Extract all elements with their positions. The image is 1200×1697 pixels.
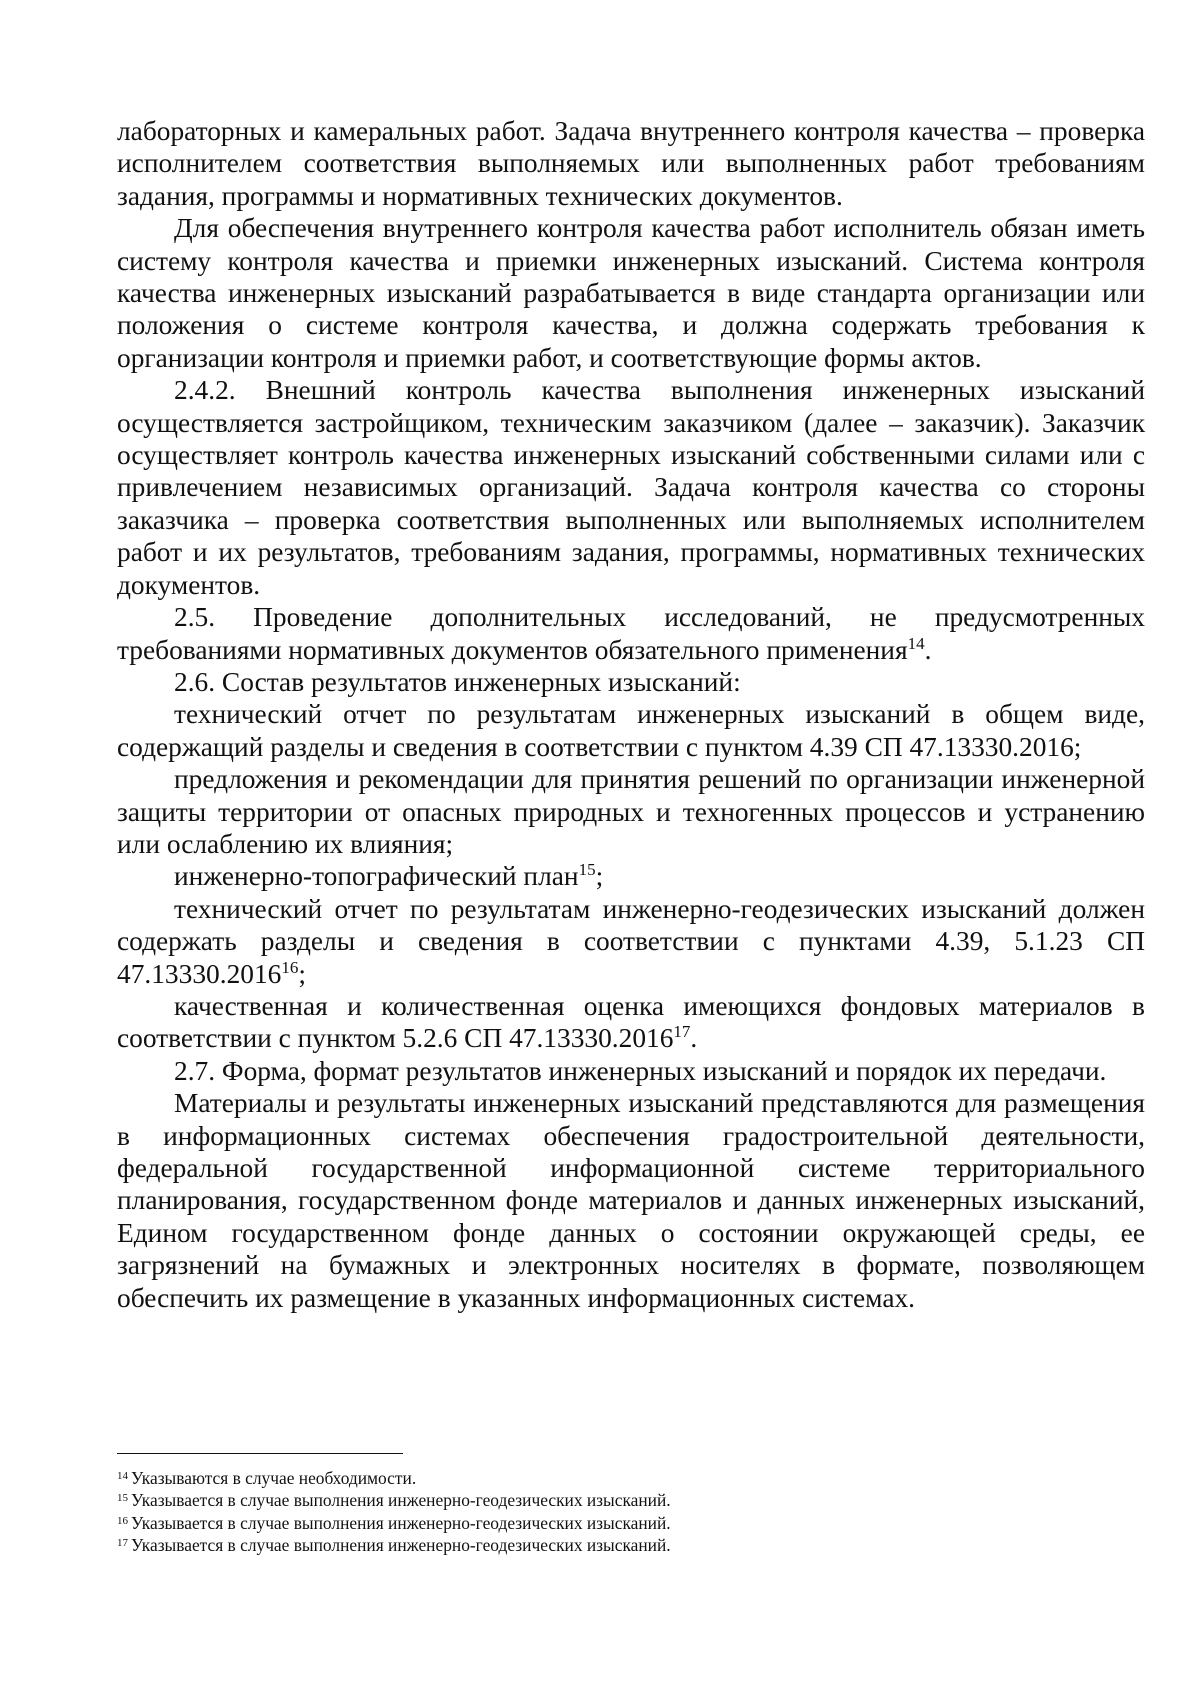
list-item-fund-materials — [117, 990, 1145, 1055]
paragraph-2-4-2: 2.4.2. Внешний контроль качества выполнения инженерных изысканий осуществляется застройщиком, техническим заказчиком (далее – заказчик). Заказчик осуществляет контроль качества инженерных изысканий собственными силами или с привлечением независимых организаций. Задача контроля качества со стороны заказчика – проверка соответствия выполненных или выполняемых исполнителем работ и их результатов, требованиям задания, программы, нормативных технических документов. — [117, 375, 1145, 600]
footnote-text: Указывается в случае выполнения инженерно-геодезических изысканий. — [131, 1512, 671, 1533]
footnote-17 — [117, 1534, 1145, 1556]
paragraph-2-7: 2.7. Форма, формат результатов инженерных изысканий и порядок их передачи. — [174, 1055, 1107, 1086]
list-item-technical-report: технический отчет по результатам инженерных изысканий в общем виде, содержащий разделы и сведения в соответствии с пунктом 4.39 СП 47.13330.2016; — [117, 699, 1145, 762]
paragraph-2-5-tail: . — [924, 634, 932, 665]
footnote-number: 17 — [117, 1536, 128, 1549]
footnote-ref-17[interactable]: 17 — [673, 1022, 691, 1042]
footnote-number: 14 — [117, 1470, 128, 1482]
footnote-text: Указывается в случае выполнения инженерно-геодезических изысканий. — [131, 1490, 671, 1511]
list-item-topographic-plan-text: инженерно-топографический план — [174, 861, 579, 892]
list-item-geodetic-report-text: технический отчет по результатам инженерно-геодезических изысканий должен содержать разделы и сведения в соответствии с пунктами 4.39, 5.1.23 СП 47.13330.2016 — [117, 893, 1145, 989]
paragraph-2-5-text: 2.5. Проведение дополнительных исследований, не предусмотренных требованиями нормативных документов обязательного применения — [117, 602, 1145, 665]
footnote-separator — [117, 1453, 403, 1454]
footnote-number: 16 — [117, 1514, 128, 1527]
footnote-text: Указываются в случае необходимости. — [131, 1468, 417, 1488]
footnote-16 — [117, 1512, 1145, 1534]
footnote-15 — [117, 1489, 1145, 1511]
footnote-text: Указывается в случае выполнения инженерно-геодезических изысканий. — [131, 1534, 671, 1555]
list-item-geodetic-report — [117, 893, 1145, 990]
paragraph-2-5 — [117, 601, 1145, 666]
document-body — [117, 115, 1145, 1314]
list-item-topographic-plan — [117, 860, 1145, 892]
paragraph-2: Для обеспечения внутреннего контроля качества работ исполнитель обязан иметь систему контроля качества и приемки инженерных изысканий. Система контроля качества инженерных изысканий разрабатывается в виде стандарта организации или положения о системе контроля качества, и должна содержать требования к организации контроля и приемки работ, и соответствующие формы актов. — [117, 213, 1145, 373]
footnote-14 — [117, 1467, 1145, 1489]
footnote-ref-15[interactable]: 15 — [578, 860, 596, 880]
paragraph-2-6: 2.6. Состав результатов инженерных изысканий: — [174, 666, 741, 697]
paragraph-1: лабораторных и камеральных работ. Задача внутреннего контроля качества – проверка исполнителем соответствия выполняемых или выполненных работ требованиям задания, программы и нормативных технических документов. — [117, 116, 1145, 211]
footnotes — [117, 1467, 1145, 1556]
footnote-ref-14[interactable]: 14 — [907, 633, 925, 653]
list-item-geodetic-report-tail: ; — [298, 958, 306, 989]
footnote-ref-16[interactable]: 16 — [281, 957, 299, 977]
list-item-fund-materials-text: качественная и количественная оценка имеющихся фондовых материалов в соответствии с пунктом 5.2.6 СП 47.13330.2016 — [117, 990, 1145, 1054]
list-item-fund-materials-tail: . — [690, 1023, 698, 1054]
footnote-number: 15 — [117, 1492, 128, 1505]
paragraph-materials: Материалы и результаты инженерных изысканий представляются для размещения в информационных системах обеспечения градостроительной деятельности, федеральной государственной информационной системе территориального планирования, государственном фонде материалов и данных инженерных изысканий, Едином государственном фонде данных о состоянии окружающей среды, ее загрязнений на бумажных и электронных носителях в формате, позволяющем обеспечить их размещение в указанных информационных системах. — [117, 1088, 1145, 1313]
list-item-topographic-plan-tail: ; — [595, 861, 604, 892]
list-item-proposals: предложения и рекомендации для принятия решений по организации инженерной защиты территории от опасных природных и техногенных процессов и устранению или ослаблению их влияния; — [117, 764, 1145, 859]
